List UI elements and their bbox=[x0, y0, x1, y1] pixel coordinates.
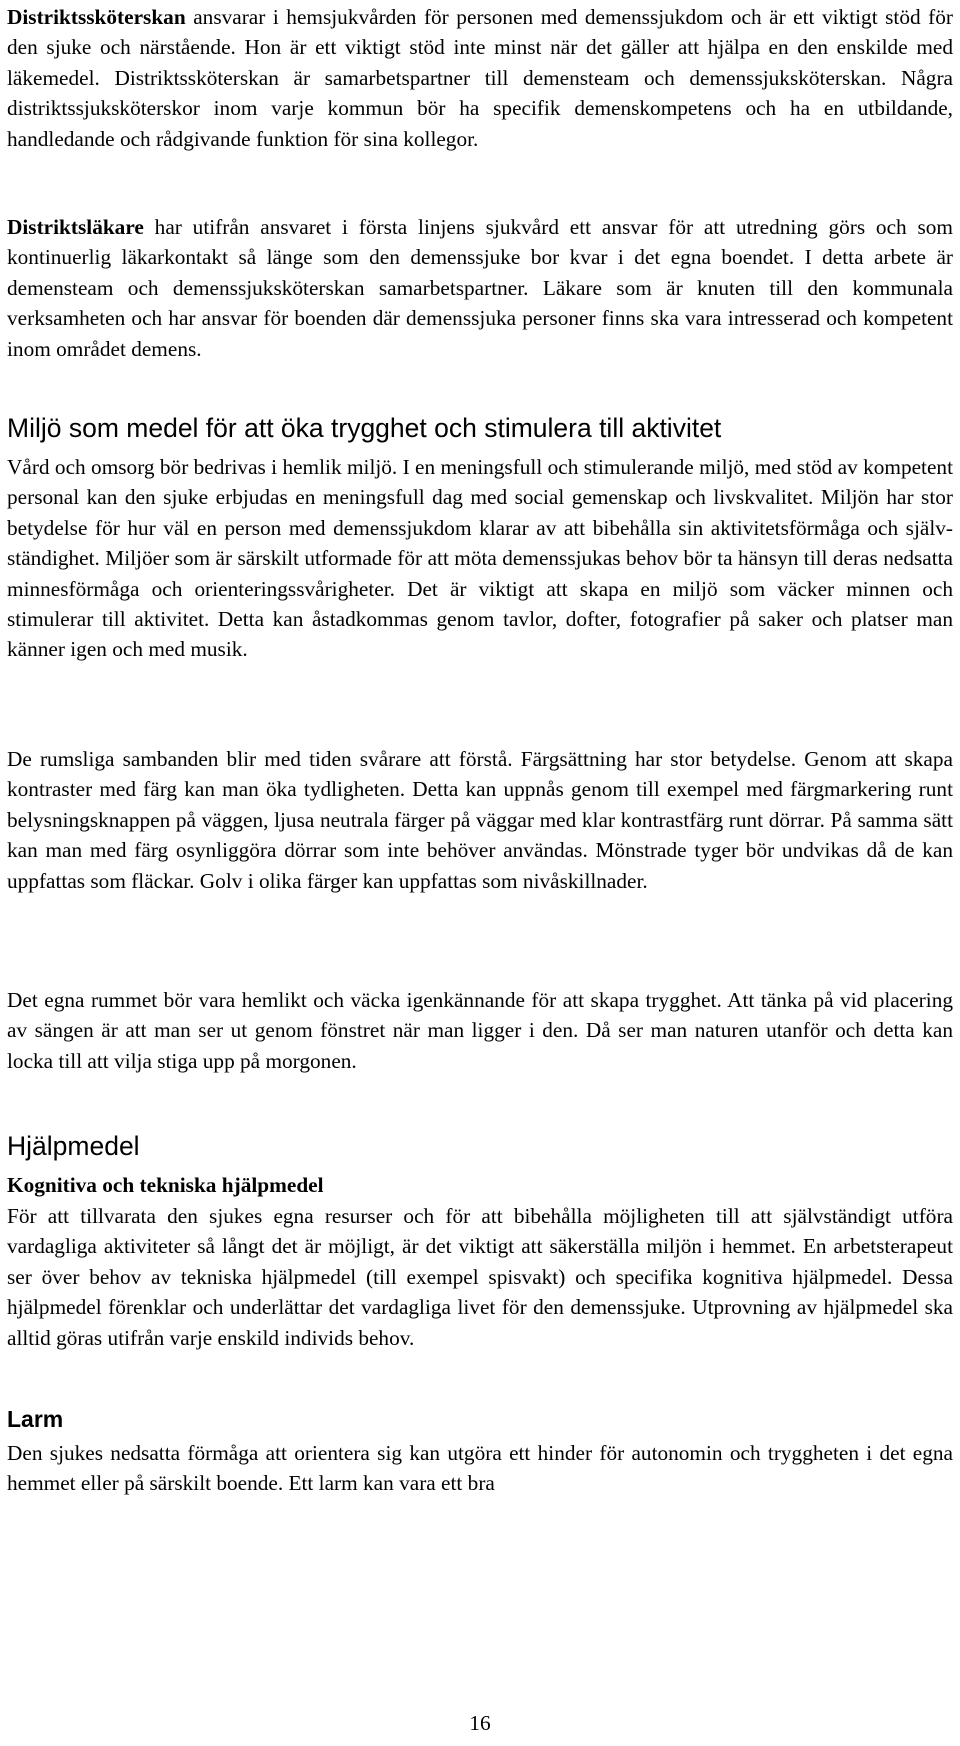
paragraph-text: Vård och omsorg bör bedrivas i hemlik miljö. I en meningsfull och stimulerande miljö, med stöd av kompetent personal kan den sjuke erbjudas en meningsfull dag med social gemenskap och livskvalitet. Miljön har stor betydelse för hur väl en person med demenssjukdom klarar av att bibehålla sin aktivitetsförmåga och självständighet. Miljöer som är särskilt utformade för att möta demenssjukas behov bör ta hänsyn till deras nedsatta minnesförmåga och orienteringssvårigheter. Det är viktigt att skapa en miljö som väcker minnen och stimulerar till aktivitet. Detta kan åstadkommas genom tavlor, dofter, fotografier på saker och platser man känner igen och med musik. bbox=[7, 455, 953, 662]
paragraph-text: ansvarar i hemsjukvården för personen med demenssjukdom och är ett viktigt stöd för den sjuke och närstående. Hon är ett viktigt stöd inte minst när det gäller att hjälpa en den enskilde med läkemedel. Distriktssköterskan är samarbetspartner till demensteam och demenssjuksköterskan. Några distriktssjuksköterskor inom varje kommun bör ha specifik demenskompetens och ha en utbildande, handledande och rådgivande funktion för sina kollegor. bbox=[7, 5, 953, 151]
subheading-kognitiva: Kognitiva och tekniska hjälpmedel bbox=[7, 1173, 324, 1197]
paragraph-miljo-3 bbox=[7, 985, 953, 1076]
paragraph-text: De rumsliga sambanden blir med tiden svårare att förstå. Färgsättning har stor betydelse. Genom att skapa kontraster med färg kan man öka tydligheten. Detta kan uppnås genom till exempel med färgmarkering runt belysningsknappen på väggen, ljusa neutrala färger på väggar med klar kontrastfärg runt dörrar. På samma sätt kan man med färg osynliggöra dörrar som inte behöver användas. Mönstrade tyger bör undvikas då de kan uppfattas som fläckar. Golv i olika färger kan uppfattas som nivåskillnader. bbox=[7, 747, 953, 893]
paragraph-distriktslakare bbox=[7, 212, 953, 364]
paragraph-distriktsskoterskan bbox=[7, 2, 953, 154]
section-heading-hjalpmedel: Hjälpmedel bbox=[7, 1131, 140, 1161]
paragraph-text: För att tillvarata den sjukes egna resurser och för att bibehålla möjligheten till att självständigt utföra vardagliga aktiviteter så långt det är möjligt, är det viktigt att säkerställa miljön i hemmet. En arbetsterapeut ser över behov av tekniska hjälpmedel (till exempel spisvakt) och specifika kognitiva hjälpmedel. Dessa hjälpmedel förenklar och underlättar det vardagliga livet för den demenssjuke. Utprovning av hjälpmedel ska alltid göras utifrån varje enskild individs behov. bbox=[7, 1204, 953, 1350]
paragraph-miljo-1 bbox=[7, 452, 953, 665]
paragraph-text: Det egna rummet bör vara hemlikt och väcka igenkännande för att skapa trygghet. Att tänka på vid placering av sängen är att man ser ut genom fönstret när man ligger i den. Då ser man naturen utanför och detta kan locka till att vilja stiga upp på morgonen. bbox=[7, 988, 953, 1073]
paragraph-text: har utifrån ansvaret i första linjens sjukvård ett ansvar för att utredning görs och som kontinuerlig läkarkontakt så länge som den demenssjuke bor kvar i det egna boendet. I detta arbete är demensteam och demenssjuksköterskan samarbetspartner. Läkare som är knuten till den kommunala verksamheten och har ansvar för boenden där demenssjuka personer finns ska vara intresserad och kompetent inom området demens. bbox=[7, 215, 953, 361]
section-heading-larm: Larm bbox=[7, 1406, 64, 1432]
paragraph-text: Den sjukes nedsatta förmåga att orientera sig kan utgöra ett hinder för autonomin och tryggheten i det egna hemmet eller på särskilt boende. Ett larm kan vara ett bra bbox=[7, 1441, 953, 1496]
page-number: 16 bbox=[469, 1711, 491, 1735]
paragraph-miljo-2 bbox=[7, 744, 953, 896]
lead-term: Distriktssköterskan bbox=[7, 5, 186, 29]
paragraph-larm bbox=[7, 1438, 953, 1499]
lead-term: Distriktsläkare bbox=[7, 215, 144, 239]
paragraph-hjalpmedel bbox=[7, 1201, 953, 1353]
section-heading-miljo: Miljö som medel för att öka trygghet och stimulera till aktivitet bbox=[7, 413, 722, 443]
